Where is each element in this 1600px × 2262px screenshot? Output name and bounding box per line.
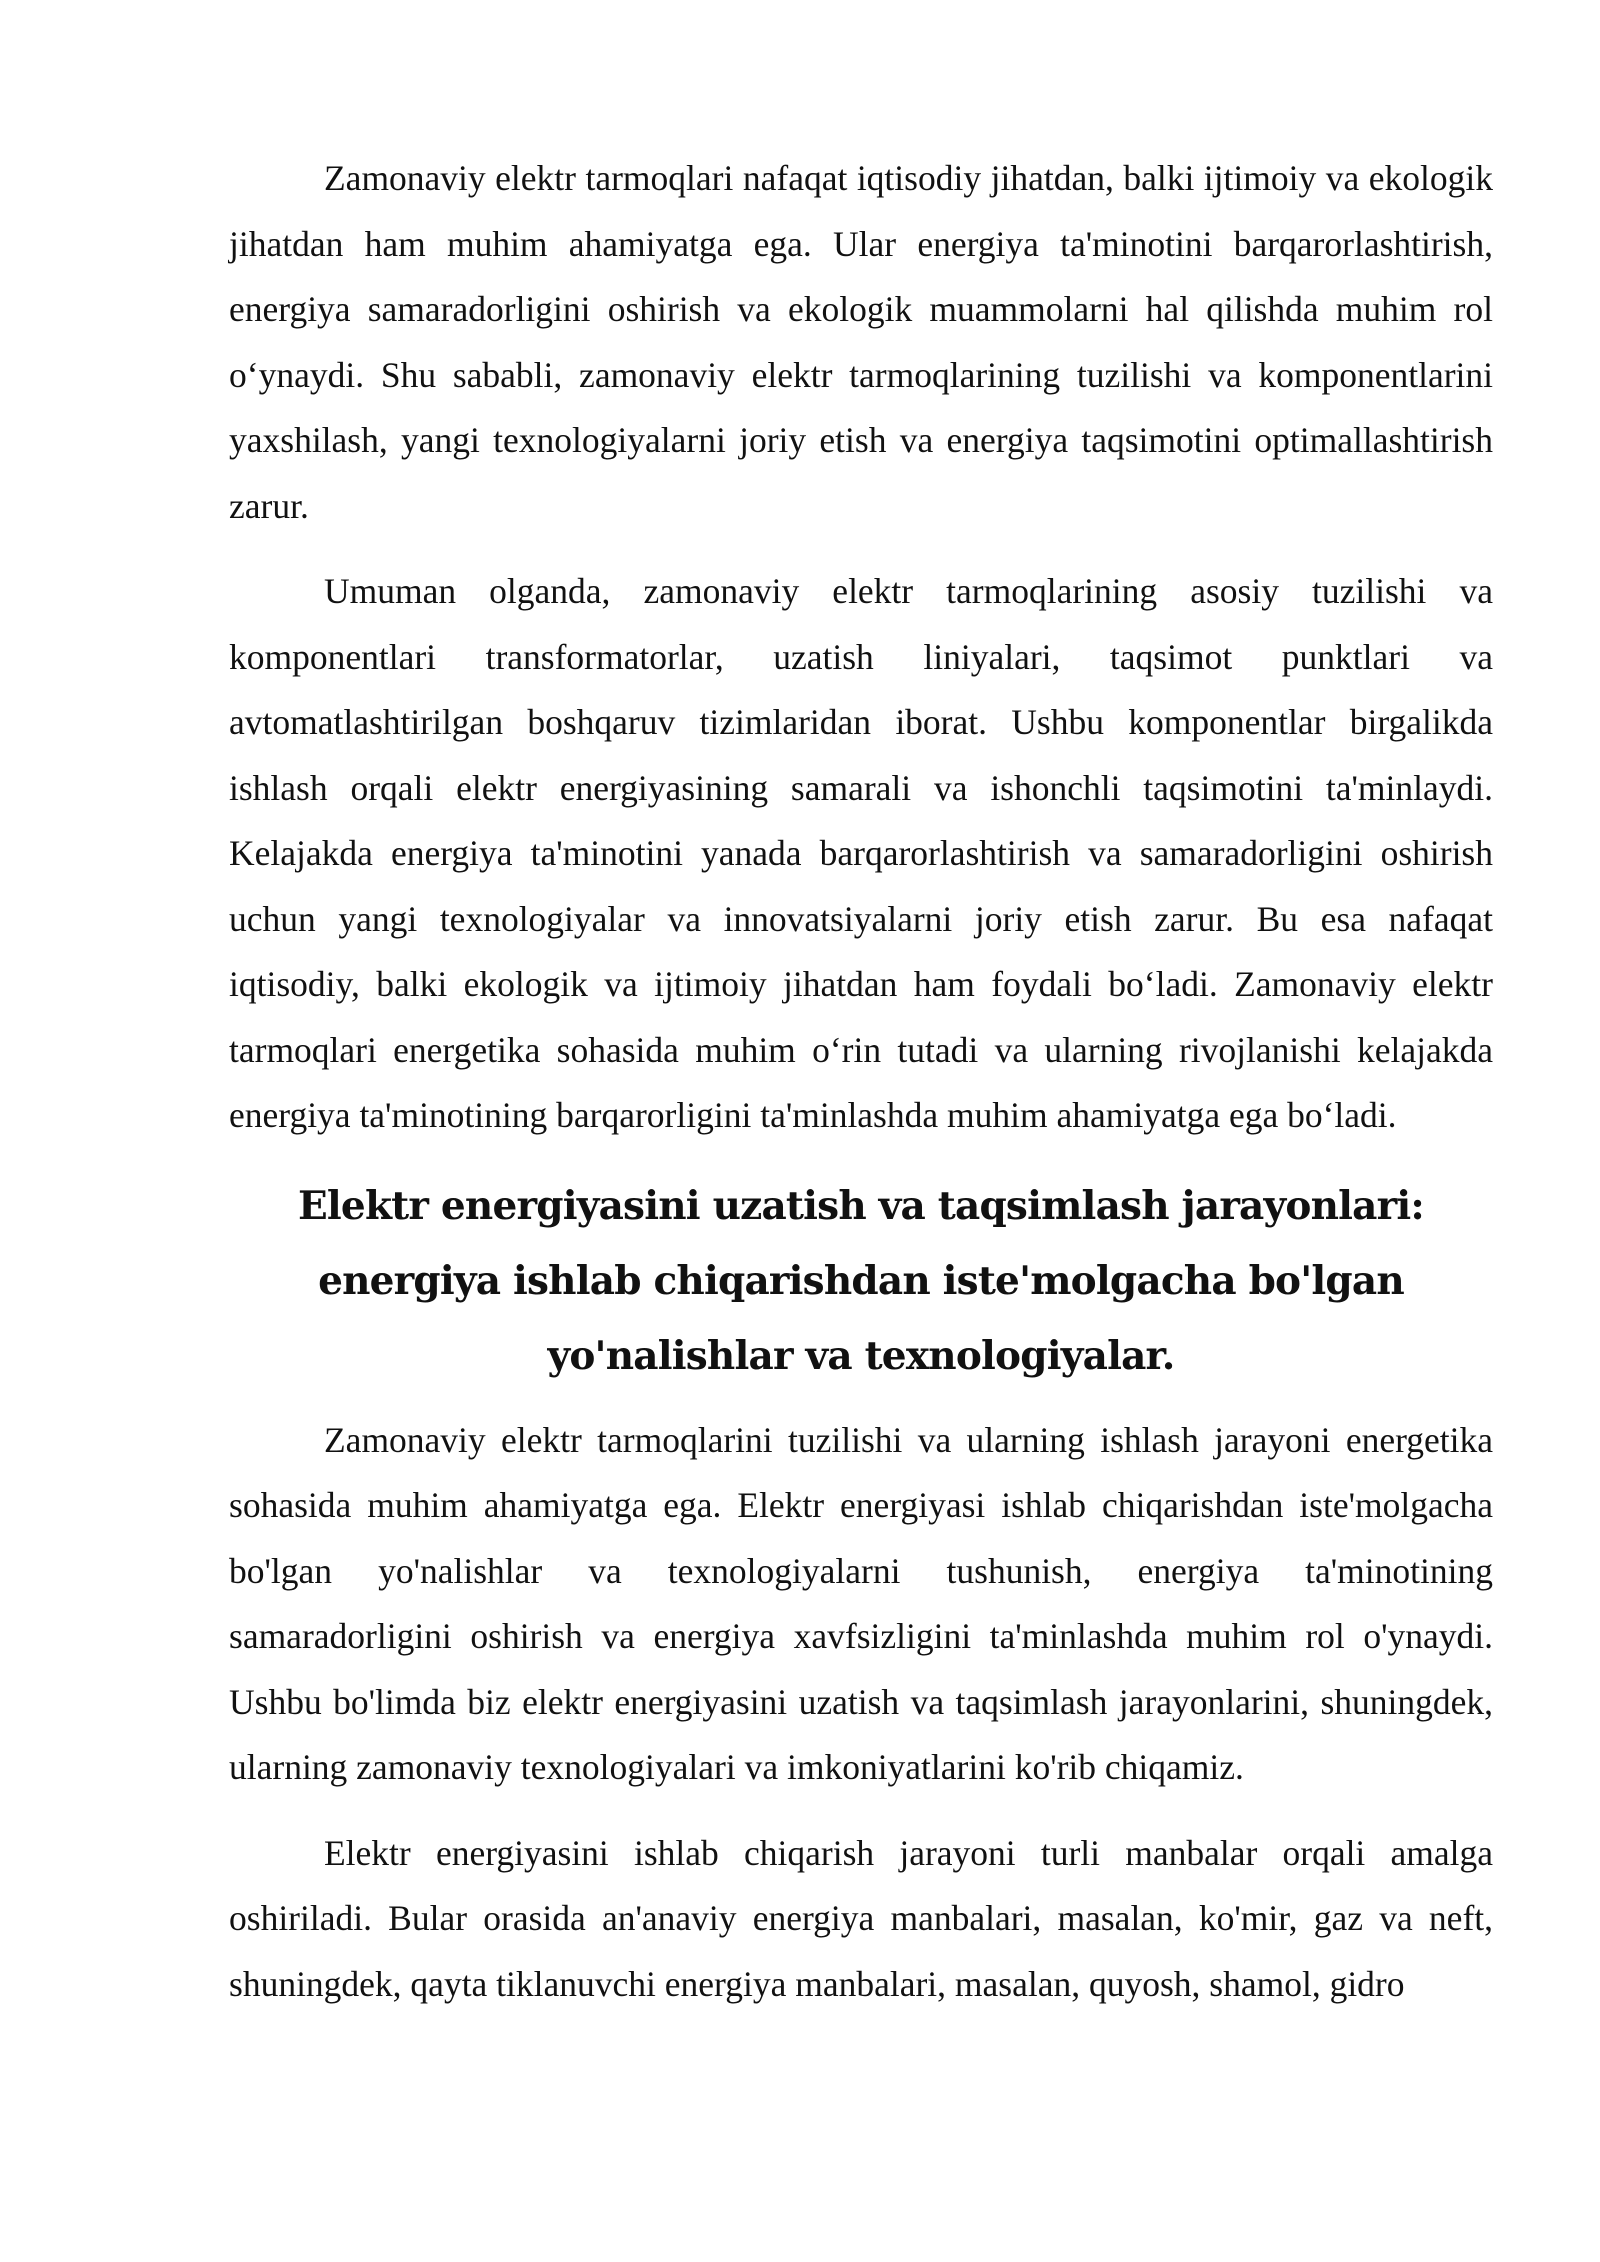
body-paragraph: Zamonaviy elektr tarmoqlarini tuzilishi va ularning ishlash jarayoni energetika sohasida muhim ahamiyatga ega. Elektr energiyasi ishlab chiqarishdan iste'molgacha bo'lgan yo'nalishlar va texnologiyalarni tushunish, energiya ta'minotining samaradorligini oshirish va energiya xavfsizligini ta'minlashda muhim rol o'ynaydi. Ushbu bo'limda biz elektr energiyasini uzatish va taqsimlash jarayonlarini, shuningdek, ularning zamonaviy texnologiyalari va imkoniyatlarini ko'rib chiqamiz. — [229, 1419, 1493, 1787]
body-paragraph: Umuman olganda, zamonaviy elektr tarmoqlarining asosiy tuzilishi va komponentlari transformatorlar, uzatish liniyalari, taqsimot punktlari va avtomatlashtirilgan boshqaruv tizimlaridan iborat. Ushbu komponentlar birgalikda ishlash orqali elektr energiyasining samarali va ishonchli taqsimotini ta'minlaydi. Kelajakda energiya ta'minotini yanada barqarorlashtirish va samaradorligini oshirish uchun yangi texnologiyalar va innovatsiyalarni joriy etish zarur. Bu esa nafaqat iqtisodiy, balki ekologik va ijtimoiy jihatdan ham foydali bo‘ladi. Zamonaviy elektr tarmoqlari energetika sohasida muhim o‘rin tutadi va ularning rivojlanishi kelajakda energiya ta'minotining barqarorligini ta'minlashda muhim ahamiyatga ega bo‘ladi. — [229, 571, 1493, 1135]
body-paragraph: Zamonaviy elektr tarmoqlari nafaqat iqtisodiy jihatdan, balki ijtimoiy va ekologik jihatdan ham muhim ahamiyatga ega. Ular energiya ta'minotini barqarorlashtirish, energiya samaradorligini oshirish va ekologik muammolarni hal qilishda muhim rol o‘ynaydi. Shu sababli, zamonaviy elektr tarmoqlarining tuzilishi va komponentlarini yaxshilash, yangi texnologiyalarni joriy etish va energiya taqsimotini optimallashtirish zarur. — [229, 158, 1493, 526]
body-paragraph: Elektr energiyasini ishlab chiqarish jarayoni turli manbalar orqali amalga oshiriladi. Bular orasida an'anaviy energiya manbalari, masalan, ko'mir, gaz va neft, shuningdek, qayta tiklanuvchi energiya manbalari, masalan, quyosh, shamol, gidro — [229, 1832, 1493, 2004]
document-page — [229, 146, 1493, 2037]
section-heading: Elektr energiyasini uzatish va taqsimlash jarayonlari: energiya ishlab chiqarishdan iste'molgacha bo'lgan yo'nalishlar va texnologiyalar. — [297, 1182, 1425, 1379]
